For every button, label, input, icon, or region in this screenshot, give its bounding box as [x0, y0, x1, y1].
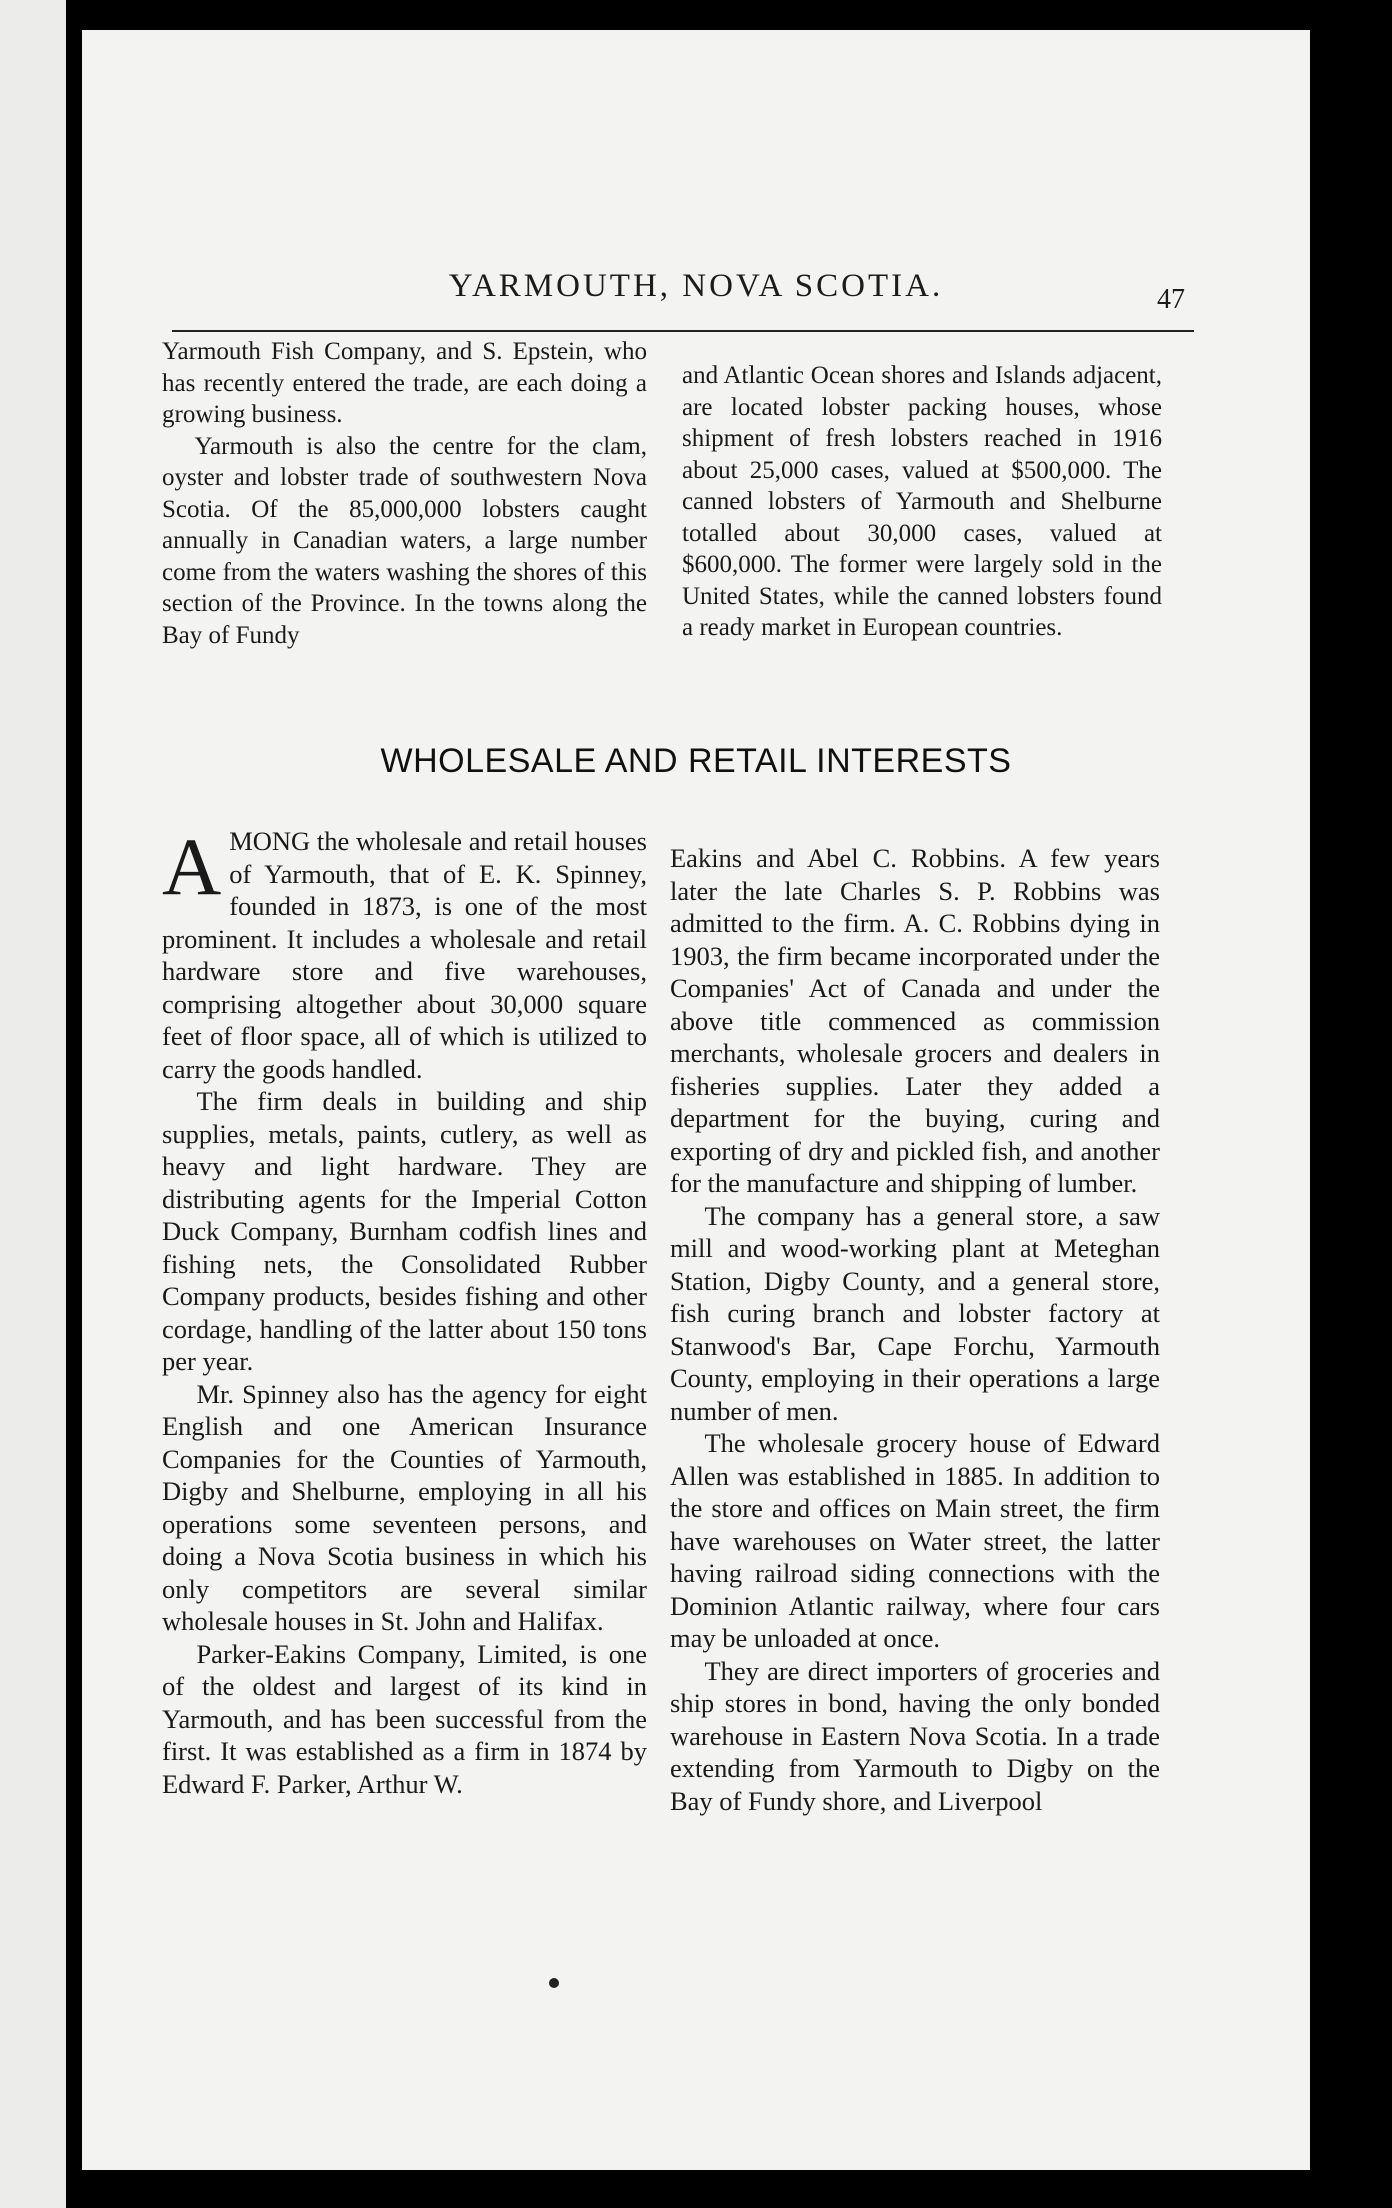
page-number: 47	[1157, 284, 1185, 315]
paragraph-text: MONG the wholesale and retail houses of Yarmouth, that of E. K. Spinney, founded in 1873, is one of the most prominent. It includes a wholesale and retail hardware store and five warehouses, comprising altogether about 30,000 square feet of floor space, all of which is utilized to carry the goods handled.	[162, 826, 647, 1084]
paragraph: Eakins and Abel C. Robbins. A few years later the late Charles S. P. Robbins was admitted to the firm. A. C. Robbins dying in 1903, the firm became incorporated under the Companies' Act of Canada and under the above title commenced as commission merchants, wholesale grocers and dealers in fisheries supplies. Later they added a department for the buying, curing and exporting of dry and pickled fish, and another for the manufacture and shipping of lumber.	[670, 843, 1160, 1198]
book-page	[82, 30, 1310, 2170]
paragraph: The wholesale grocery house of Edward Allen was established in 1885. In addition to the store and offices on Main street, the firm have warehouses on Water street, the latter having railroad siding connections with the Dominion Atlantic railway, where four cars may be unloaded at once.	[670, 1428, 1160, 1653]
paragraph: and Atlantic Ocean shores and Islands adjacent, are located lobster packing houses, whose shipment of fresh lobsters reached in 1916 about 25,000 cases, valued at $500,000. The canned lobsters of Yarmouth and Shelburne totalled about 30,000 cases, valued at $600,000. The former were largely sold in the United States, while the canned lobsters found a ready market in European countries.	[682, 362, 1162, 641]
running-title: YARMOUTH, NOVA SCOTIA.	[448, 268, 944, 304]
drop-cap: A	[162, 821, 222, 912]
section-heading: WHOLESALE AND RETAIL INTERESTS	[380, 742, 1012, 780]
paragraph: Yarmouth Fish Company, and S. Epstein, who has recently entered the trade, are each doing a growing business.	[162, 338, 647, 428]
top-left-column	[162, 336, 647, 651]
paragraph	[162, 821, 647, 1085]
top-right-column	[682, 360, 1162, 644]
paragraph: Parker-Eakins Company, Limited, is one of the oldest and largest of its kind in Yarmouth, and has been successful from the first. It was established as a firm in 1874 by Edward F. Parker, Arthur W.	[162, 1638, 647, 1799]
header-rule	[172, 330, 1194, 332]
paragraph: Mr. Spinney also has the agency for eight English and one American Insurance Companies for the Counties of Yarmouth, Digby and Shelburne, employing in all his operations some seventeen persons, and doing a Nova Scotia business in which his only competitors are several similar wholesale houses in St. John and Halifax.	[162, 1378, 647, 1636]
paragraph: The company has a general store, a saw mill and wood-working plant at Meteghan Station, Digby County, and a general store, fish curing branch and lobster factory at Stanwood's Bar, Cape Forchu, Yarmouth County, employing in their operations a large number of men.	[670, 1200, 1160, 1426]
paragraph: Yarmouth is also the centre for the clam, oyster and lobster trade of southwestern Nova Scotia. Of the 85,000,000 lobsters caught annually in Canadian waters, a large number come from the waters washing the shores of this section of the Province. In the towns along the Bay of Fundy	[162, 432, 647, 649]
paragraph: The firm deals in building and ship supplies, metals, paints, cutlery, as well as heavy and light hardware. They are distributing agents for the Imperial Cotton Duck Company, Burnham codfish lines and fishing nets, the Consolidated Rubber Company products, besides fishing and other cordage, handling of the latter about 150 tons per year.	[162, 1086, 647, 1376]
bottom-right-column	[670, 842, 1160, 1817]
adjacent-page-edge	[0, 0, 66, 2208]
bottom-left-column	[162, 821, 647, 1800]
footer-mark	[549, 1978, 559, 1988]
paragraph: They are direct importers of groceries and ship stores in bond, having the only bonded warehouse in Eastern Nova Scotia. In a trade extending from Yarmouth to Digby on the Bay of Fundy shore, and Liverpool	[670, 1655, 1160, 1816]
